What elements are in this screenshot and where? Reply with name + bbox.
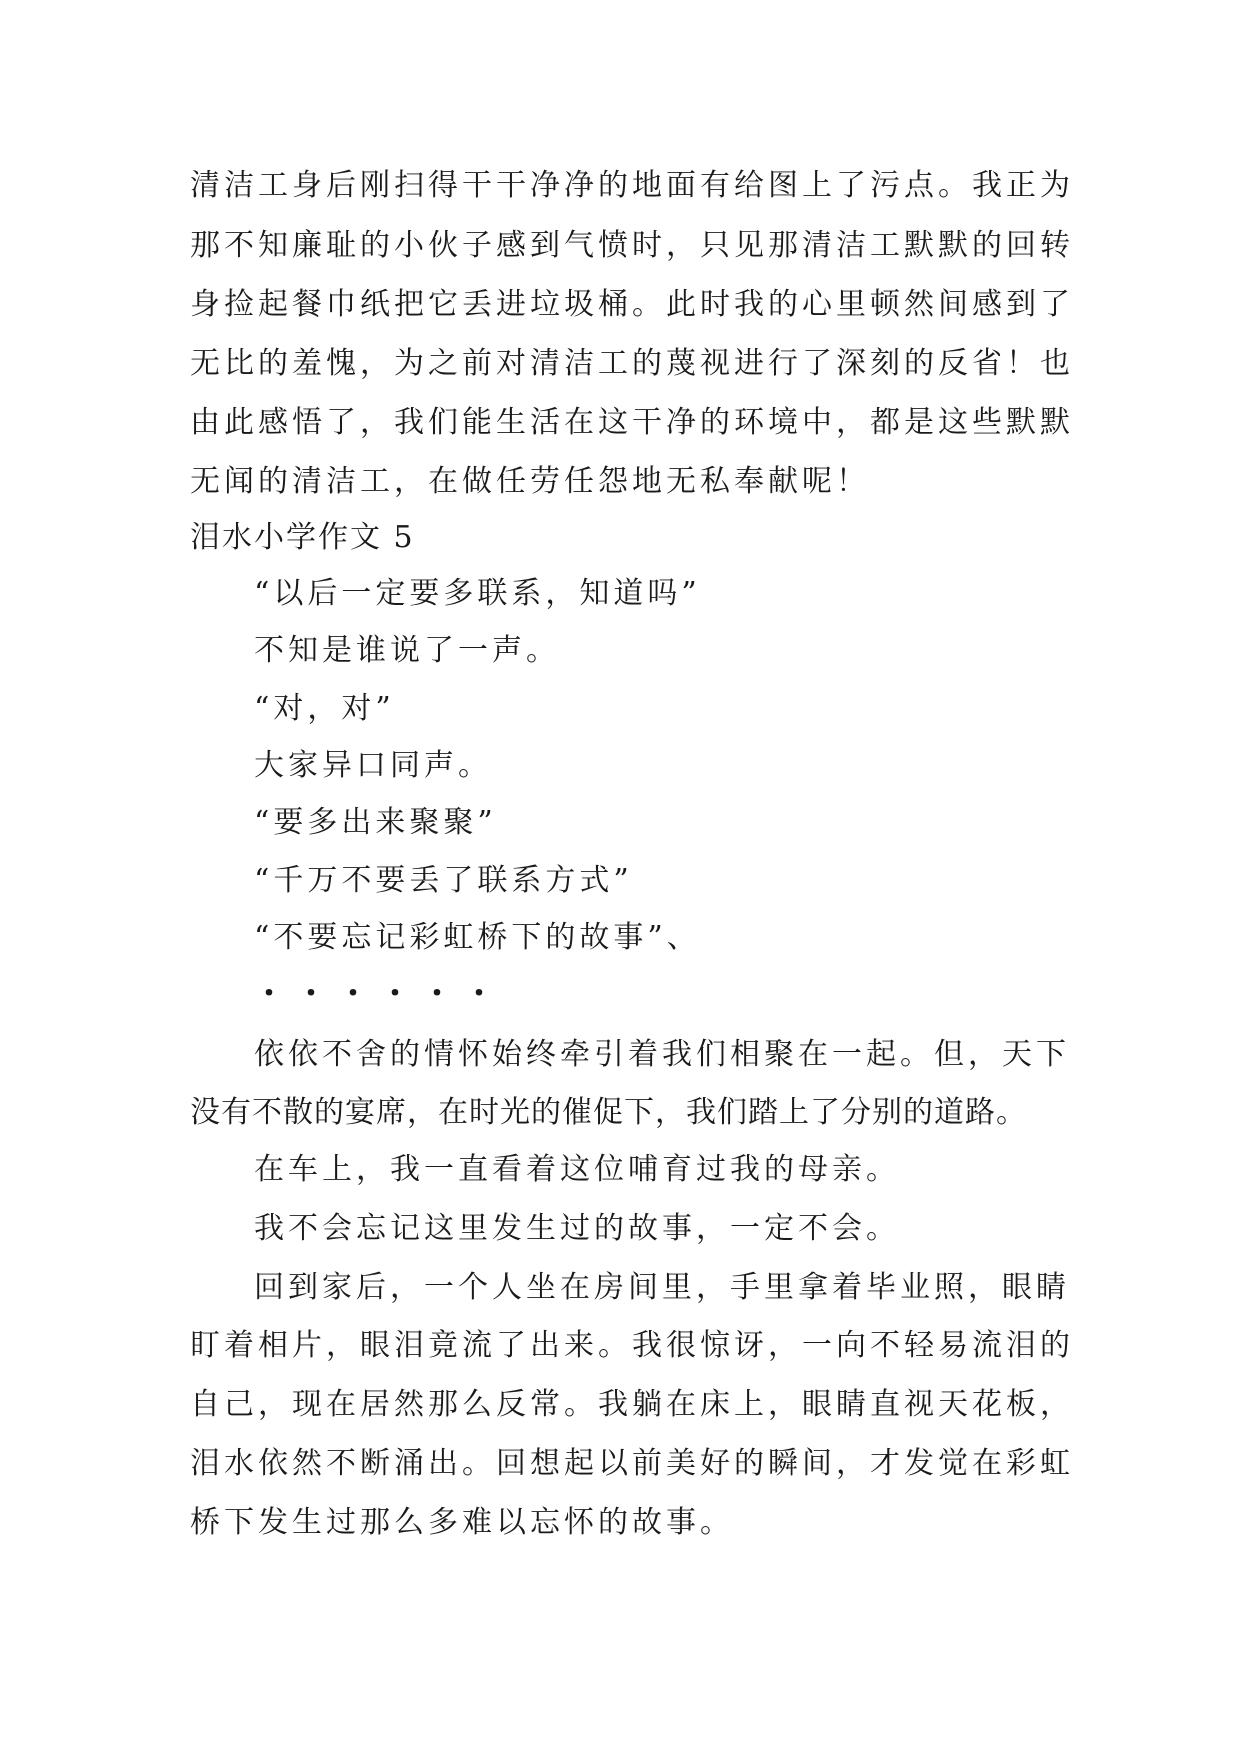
paragraph-line: 桥下发生过那么多难以忘怀的故事。: [190, 1505, 734, 1540]
section-heading: 泪水小学作文 5: [190, 520, 415, 555]
paragraph-line: 那不知廉耻的小伙子感到气愤时，只见那清洁工默默的回转: [190, 228, 1074, 263]
paragraph-line: 依依不舍的情怀始终牵引着我们相聚在一起。但，天下: [254, 1037, 1070, 1072]
paragraph-line: 由此感悟了，我们能生活在这干净的环境中，都是这些默默: [190, 405, 1074, 440]
dialogue-line: “以后一定要多联系，知道吗”: [254, 576, 701, 611]
paragraph-line: 清洁工身后刚扫得干干净净的地面有给图上了污点。我正为: [190, 168, 1074, 203]
paragraph-line: 我不会忘记这里发生过的故事，一定不会。: [254, 1211, 900, 1246]
dialogue-line: “不要忘记彩虹桥下的故事”、: [254, 920, 701, 955]
paragraph-line: 身捡起餐巾纸把它丢进垃圾桶。此时我的心里顿然间感到了: [190, 287, 1074, 322]
paragraph-line: 泪水依然不断涌出。回想起以前美好的瞬间，才发觉在彩虹: [190, 1446, 1074, 1481]
paragraph-line: 没有不散的宴席，在时光的催促下，我们踏上了分别的道路。: [190, 1095, 1027, 1130]
paragraph-line: 无比的羞愧，为之前对清洁工的蔑视进行了深刻的反省！也: [190, 346, 1074, 381]
dialogue-line: “千万不要丢了联系方式”: [254, 863, 633, 898]
dialogue-line: 大家异口同声。: [254, 748, 492, 783]
dialogue-line: “要多出来聚聚”: [254, 805, 497, 840]
paragraph-line: 自己，现在居然那么反常。我躺在床上，眼睛直视天花板，: [190, 1387, 1074, 1422]
paragraph-line: 盯着相片，眼泪竟流了出来。我很惊讶，一向不轻易流泪的: [190, 1328, 1074, 1363]
paragraph-line: 无闻的清洁工，在做任劳任怨地无私奉献呢！: [190, 464, 870, 499]
paragraph-line: 在车上，我一直看着这位哺育过我的母亲。: [254, 1152, 900, 1187]
dialogue-line: “对，对”: [254, 691, 395, 726]
ellipsis-dots: ・・・・・・: [254, 977, 506, 1012]
dialogue-line: 不知是谁说了一声。: [254, 633, 560, 668]
paragraph-line: 回到家后，一个人坐在房间里，手里拿着毕业照，眼睛: [254, 1270, 1070, 1305]
